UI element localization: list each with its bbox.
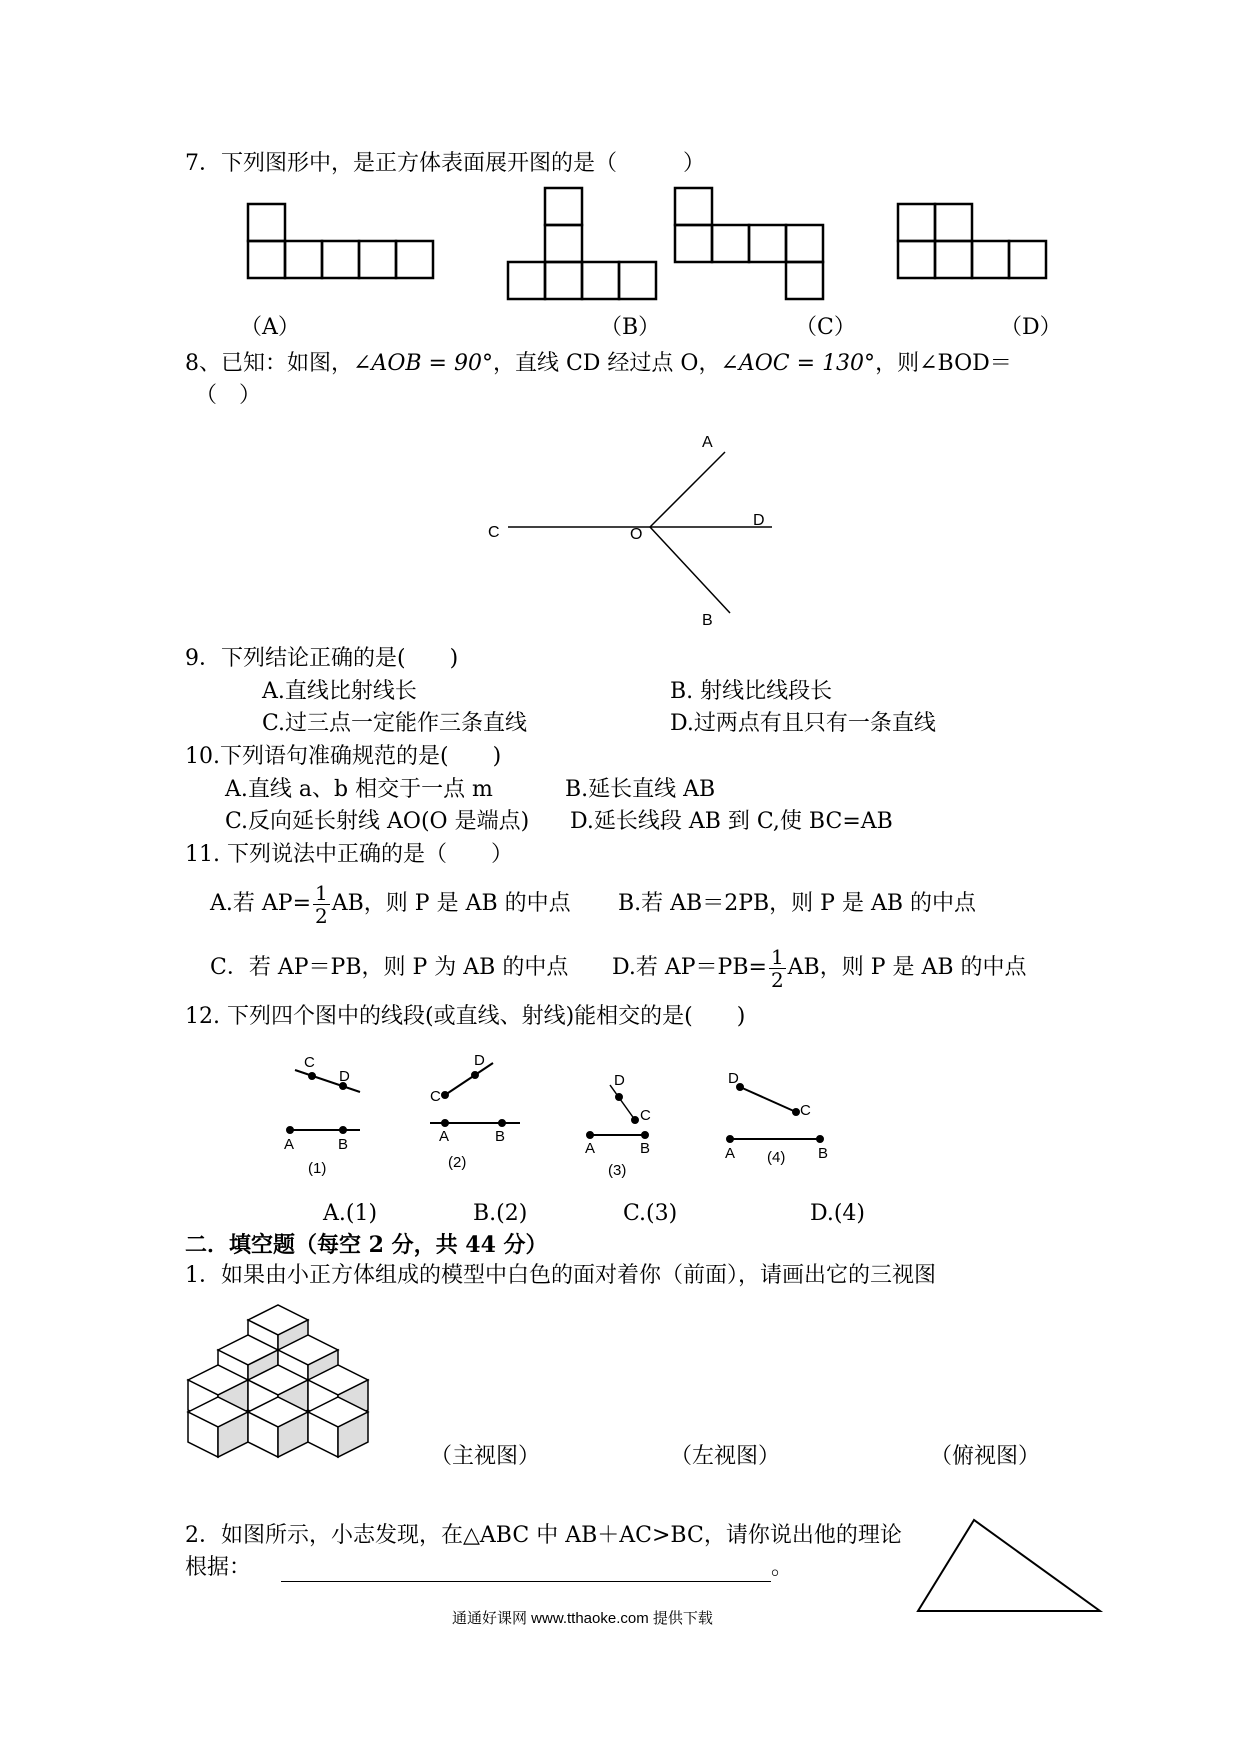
- q8-stem-part2: ，直线 CD 经过点 O，: [492, 351, 721, 376]
- fig2-label-d: D: [474, 1052, 485, 1069]
- fraction-denominator: 2: [770, 967, 784, 992]
- fraction-denominator: 2: [315, 903, 328, 928]
- q7-stem: 7．下列图形中，是正方体表面展开图的是（ ）: [185, 151, 705, 176]
- figure-2: [430, 1052, 520, 1171]
- q8-answer-blank: （ ）: [195, 383, 262, 408]
- q11-option-a-fraction: [313, 882, 330, 927]
- q10-option-b: B.延长直线 AB: [565, 777, 716, 802]
- fig3-label-b: B: [640, 1140, 651, 1157]
- q2-line2-post: 。: [771, 1555, 794, 1580]
- q8-stem-part3: ，则∠BOD＝: [875, 351, 1012, 376]
- net-a: [248, 204, 433, 278]
- net-d: [898, 204, 1046, 278]
- q7-option-d: （D）: [1000, 315, 1062, 340]
- figure-4: [725, 1070, 828, 1166]
- figure-1: [284, 1054, 360, 1177]
- q7-nets-figure: [240, 180, 1060, 310]
- fig3-caption: (3): [608, 1162, 627, 1179]
- q12-option-c: C.(3): [623, 1201, 678, 1226]
- view-label-front: （主视图）: [430, 1444, 541, 1469]
- q11-option-a: [210, 880, 571, 928]
- q12-intersection-figures: [270, 1045, 850, 1185]
- fraction-numerator: 1: [770, 944, 784, 969]
- q9-option-d: D.过两点有且只有一条直线: [670, 711, 936, 736]
- q9-option-c: C.过三点一定能作三条直线: [262, 711, 528, 736]
- q11-option-d-pre: D.若 AP＝PB=: [612, 955, 767, 980]
- fig4-label-b: B: [818, 1145, 829, 1162]
- q2-answer-blank[interactable]: [281, 1559, 771, 1582]
- q8-angle-figure: [470, 425, 790, 630]
- section2-q2-line2: [185, 1554, 793, 1582]
- fig1-caption: (1): [308, 1160, 327, 1177]
- q8-label-b: B: [702, 612, 713, 629]
- q8-angle-aoc: ∠AOC = 130°: [720, 351, 876, 376]
- fig2-label-a: A: [439, 1128, 450, 1145]
- ray-ob: [650, 527, 730, 613]
- fraction-numerator: 1: [315, 880, 328, 905]
- q8-label-d: D: [753, 512, 765, 529]
- fig4-label-c: C: [800, 1102, 811, 1119]
- q9-stem: 9．下列结论正确的是( ): [185, 646, 459, 671]
- section2-heading: 二．填空题（每空 2 分，共 44 分）: [185, 1232, 548, 1258]
- q11-stem: 11. 下列说法中正确的是（ ）: [185, 842, 513, 867]
- footer-text: 通通好课网 www.tthaoke.com 提供下载: [452, 1610, 713, 1627]
- cube-stack-figure: [185, 1300, 375, 1465]
- fig3-label-c: C: [640, 1107, 651, 1124]
- q10-stem: 10.下列语句准确规范的是( ): [185, 744, 502, 769]
- q8-label-c: C: [488, 524, 500, 541]
- q7-option-c: （C）: [795, 315, 856, 340]
- net-b: [508, 188, 656, 299]
- q12-option-b: B.(2): [473, 1201, 528, 1226]
- q9-option-b: B. 射线比线段长: [670, 679, 833, 704]
- section2-q2-line1: 2．如图所示，小志发现，在△ABC 中 AB＋AC>BC，请你说出他的理论: [185, 1523, 902, 1548]
- q11-option-b: B.若 AB＝2PB，则 P 是 AB 的中点: [618, 891, 977, 916]
- fig1-label-b: B: [338, 1136, 349, 1153]
- fig4-caption: (4): [767, 1149, 786, 1166]
- fig3-label-d: D: [614, 1072, 625, 1089]
- q10-option-a: A.直线 a、b 相交于一点 m: [225, 777, 493, 802]
- q11-option-a-post: AB，则 P 是 AB 的中点: [331, 891, 571, 916]
- fig4-label-a: A: [725, 1145, 736, 1162]
- q9-option-a: A.直线比射线长: [262, 679, 417, 704]
- q10-option-c: C.反向延长射线 AO(O 是端点): [225, 809, 530, 834]
- fig1-label-c: C: [304, 1054, 315, 1071]
- q8-label-a: A: [702, 434, 713, 451]
- fig4-label-d: D: [728, 1070, 739, 1087]
- q10-option-d: D.延长线段 AB 到 C,使 BC=AB: [570, 809, 893, 834]
- q8-stem: [185, 350, 1012, 378]
- fig3-label-a: A: [585, 1140, 596, 1157]
- q11-option-d-post: AB，则 P 是 AB 的中点: [787, 955, 1027, 980]
- fig2-label-c: C: [430, 1088, 441, 1105]
- fig1-label-d: D: [339, 1068, 350, 1085]
- q8-stem-part1: 8、已知：如图，: [185, 351, 353, 376]
- q11-option-c: C．若 AP＝PB，则 P 为 AB 的中点: [210, 955, 569, 980]
- section2-q1-stem: 1．如果由小正方体组成的模型中白色的面对着你（前面），请画出它的三视图: [185, 1263, 936, 1288]
- fig2-caption: (2): [448, 1154, 467, 1171]
- q7-option-a: （A）: [240, 315, 300, 340]
- q7-option-b: （B）: [600, 315, 661, 340]
- q11-option-d: [612, 944, 1027, 992]
- q2-line2-pre: 根据：: [185, 1555, 252, 1580]
- triangle-abc-figure: [910, 1510, 1110, 1620]
- q8-angle-aob: ∠AOB = 90°: [353, 351, 493, 376]
- fig1-label-a: A: [284, 1136, 295, 1153]
- q11-option-a-pre: A.若 AP=: [210, 891, 311, 916]
- fig2-label-b: B: [495, 1128, 506, 1145]
- q12-stem: 12. 下列四个图中的线段(或直线、射线)能相交的是( ): [185, 1004, 746, 1029]
- q11-option-d-fraction: [769, 946, 786, 991]
- figure-3: [585, 1072, 651, 1179]
- view-label-top: （俯视图）: [930, 1444, 1041, 1469]
- net-c: [675, 188, 823, 299]
- ray-oa: [650, 452, 725, 527]
- q8-label-o: O: [630, 526, 643, 543]
- view-label-left: （左视图）: [670, 1444, 781, 1469]
- q12-option-d: D.(4): [810, 1201, 866, 1226]
- q12-option-a: A.(1): [323, 1201, 378, 1226]
